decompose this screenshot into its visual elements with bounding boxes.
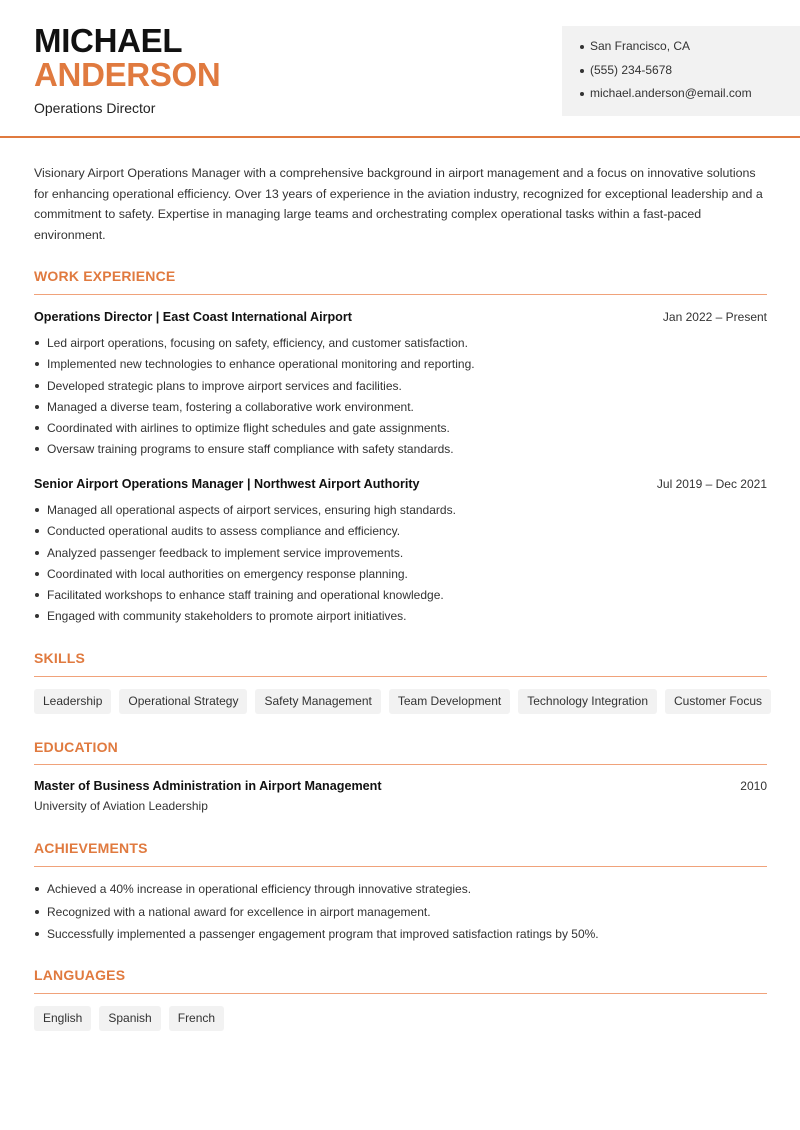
job-role: Senior Airport Operations Manager | Northwest Airport Authority [34, 477, 420, 491]
list-item: Coordinated with local authorities on emergency response planning. [34, 566, 767, 587]
list-item: Facilitated workshops to enhance staff training and operational knowledge. [34, 587, 767, 608]
section-divider [34, 294, 767, 295]
education-degree: Master of Business Administration in Airport Management [34, 779, 382, 793]
section-title-languages: LANGUAGES [34, 967, 126, 983]
contact-box [562, 26, 800, 116]
job-bullets [34, 502, 767, 630]
language-tag: French [169, 1006, 224, 1031]
section-title-skills: SKILLS [34, 650, 85, 666]
list-item: Engaged with community stakeholders to promote airport initiatives. [34, 608, 767, 629]
last-name: ANDERSON [34, 56, 221, 93]
education-year: 2010 [740, 779, 767, 793]
list-item: Managed a diverse team, fostering a collaborative work environment. [34, 399, 767, 420]
list-item: Managed all operational aspects of airport services, ensuring high standards. [34, 502, 767, 523]
contact-location: San Francisco, CA [580, 38, 800, 62]
contact-email: michael.anderson@email.com [580, 85, 800, 109]
skill-tag: Safety Management [255, 689, 380, 714]
achievements-list [34, 881, 767, 949]
list-item: Successfully implemented a passenger engagement program that improved satisfaction ratings by 50%. [34, 926, 767, 949]
job-header [34, 310, 767, 324]
language-tag: Spanish [99, 1006, 160, 1031]
job-dates: Jul 2019 – Dec 2021 [656, 477, 767, 491]
skill-tag: Customer Focus [665, 689, 771, 714]
skill-tag: Technology Integration [518, 689, 657, 714]
list-item: Coordinated with airlines to optimize flight schedules and gate assignments. [34, 420, 767, 441]
list-item: Implemented new technologies to enhance operational monitoring and reporting. [34, 356, 767, 377]
section-title-education: EDUCATION [34, 739, 118, 755]
list-item: Analyzed passenger feedback to implement service improvements. [34, 545, 767, 566]
list-item: Recognized with a national award for excellence in airport management. [34, 904, 767, 927]
languages-list [34, 1006, 224, 1031]
skill-tag: Operational Strategy [119, 689, 247, 714]
section-title-work: WORK EXPERIENCE [34, 268, 176, 284]
section-title-achievements: ACHIEVEMENTS [34, 840, 148, 856]
summary: Visionary Airport Operations Manager with a comprehensive background in airport management and a focus on innovative solutions for enhancing operational efficiency. Over 13 years of experience in the aviation industry, recognized for exceptional leadership and a commitment to safety. Expertise in managing large teams and orchestrating complex operational tasks within a fast-paced environment. [34, 166, 763, 243]
list-item: Led airport operations, focusing on safety, efficiency, and customer satisfaction. [34, 335, 767, 356]
contact-phone: (555) 234-5678 [580, 62, 800, 86]
section-divider [34, 866, 767, 867]
list-item: Conducted operational audits to assess compliance and efficiency. [34, 523, 767, 544]
job-header [34, 477, 767, 491]
resume-header [0, 0, 800, 138]
list-item: Developed strategic plans to improve airport services and facilities. [34, 378, 767, 399]
job-bullets [34, 335, 767, 463]
first-name: MICHAEL [34, 22, 183, 59]
skill-tag: Leadership [34, 689, 111, 714]
job-role: Operations Director | East Coast International Airport [34, 310, 352, 324]
job-title: Operations Director [34, 100, 156, 116]
section-divider [34, 993, 767, 994]
section-divider [34, 676, 767, 677]
list-item: Oversaw training programs to ensure staff compliance with safety standards. [34, 441, 767, 462]
job-dates: Jan 2022 – Present [662, 310, 767, 324]
skill-tag: Team Development [389, 689, 510, 714]
skills-list [34, 689, 771, 714]
section-divider [34, 764, 767, 765]
list-item: Achieved a 40% increase in operational efficiency through innovative strategies. [34, 881, 767, 904]
education-school: University of Aviation Leadership [34, 799, 208, 813]
language-tag: English [34, 1006, 91, 1031]
